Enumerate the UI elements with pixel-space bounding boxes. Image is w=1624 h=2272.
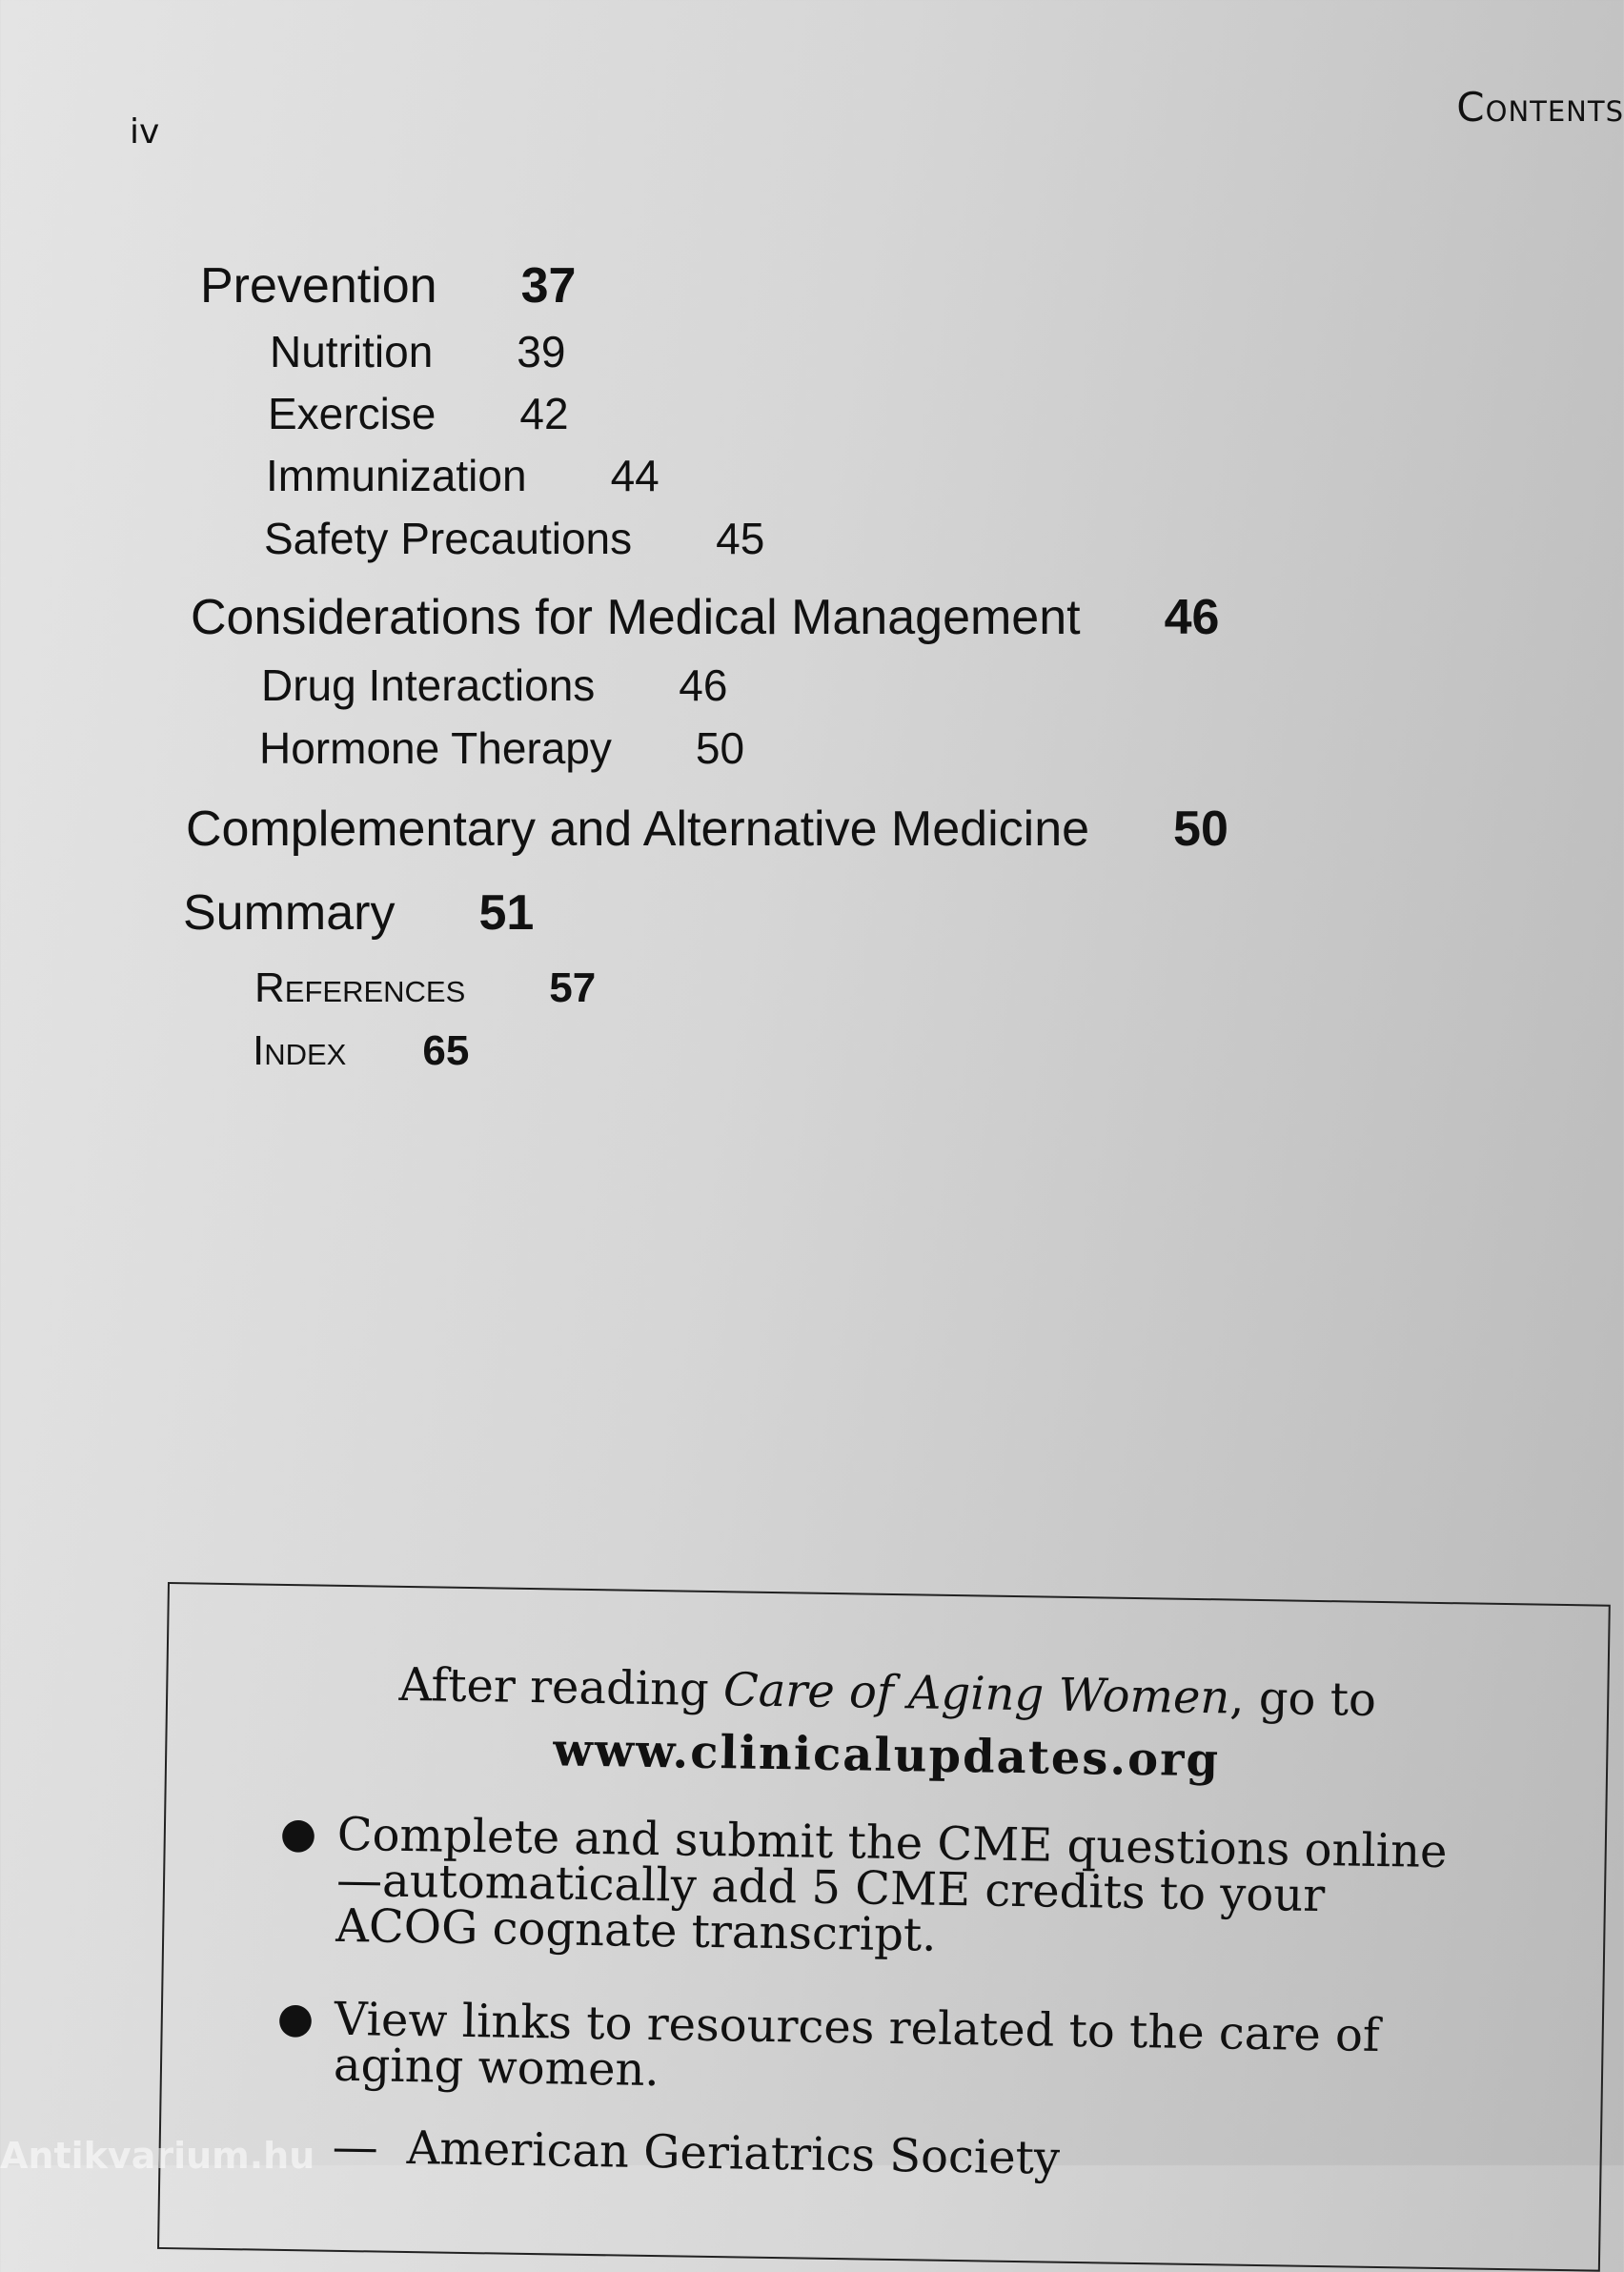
toc-entry-page: 46 xyxy=(1164,590,1220,645)
cme-book-title: Care of Aging Women xyxy=(722,1663,1230,1725)
toc-entry-page: 65 xyxy=(422,1027,470,1074)
toc-entry-references xyxy=(254,964,596,1012)
toc-entry-page: 46 xyxy=(679,660,728,710)
cme-intro-prefix: After reading xyxy=(398,1657,724,1717)
toc-entry-safety-precautions xyxy=(264,513,764,564)
toc-entry-page: 39 xyxy=(517,327,566,376)
toc-entry-prevention xyxy=(200,257,576,314)
toc-entry-page: 50 xyxy=(695,723,745,773)
toc-entry-index xyxy=(253,1027,469,1075)
cme-intro-suffix: , go to xyxy=(1228,1671,1377,1727)
toc-entry-page: 42 xyxy=(519,389,569,438)
watermark: Antikvarium.hu xyxy=(0,2135,315,2177)
bullet-text: View links to resources related to the care of aging women. xyxy=(333,1992,1381,2098)
cme-sub-item xyxy=(332,2120,1060,2185)
toc-entry-label: Exercise xyxy=(268,389,436,438)
toc-entry-nutrition xyxy=(270,326,565,377)
toc-entry-immunization xyxy=(266,450,660,501)
toc-entry-label: Safety Precautions xyxy=(264,514,633,563)
dash-icon: — xyxy=(332,2120,379,2175)
toc-entry-summary xyxy=(183,884,534,942)
cme-info-box xyxy=(157,1582,1611,2272)
page-number: iv xyxy=(130,112,160,152)
cme-url[interactable]: www.clinicalupdates.org xyxy=(552,1723,1221,1788)
toc-entry-page: 51 xyxy=(478,885,535,941)
toc-entry-drug-interactions xyxy=(261,659,727,711)
bullet-icon: ● xyxy=(279,1808,317,1858)
cme-bullet-view-links xyxy=(276,1992,1478,2106)
toc-entry-hormone-therapy xyxy=(259,722,744,774)
toc-entry-label: Nutrition xyxy=(270,327,434,376)
toc-entry-label: Hormone Therapy xyxy=(259,723,612,773)
toc-entry-label: Immunization xyxy=(266,451,527,500)
toc-entry-page: 44 xyxy=(610,451,660,500)
running-head: Contents xyxy=(1456,84,1624,131)
toc-entry-page: 57 xyxy=(549,964,597,1011)
toc-entry-label: Index xyxy=(253,1027,347,1074)
toc-entry-label: Drug Interactions xyxy=(261,660,596,710)
toc-entry-medical-management xyxy=(191,589,1219,646)
toc-entry-label: Considerations for Medical Management xyxy=(191,590,1081,645)
toc-entry-label: Complementary and Alternative Medicine xyxy=(186,801,1090,857)
bullet-icon: ● xyxy=(276,1993,315,2043)
toc-entry-page: 50 xyxy=(1173,801,1228,857)
cme-bullet-complete-questions xyxy=(278,1807,1481,1967)
toc-entry-label: References xyxy=(254,964,466,1011)
toc-entry-exercise xyxy=(268,388,569,439)
toc-entry-page: 37 xyxy=(520,258,577,314)
toc-entry-complementary-medicine xyxy=(186,801,1228,858)
toc-entry-label: Summary xyxy=(183,885,396,941)
sub-item-text: American Geriatrics Society xyxy=(406,2121,1061,2185)
bullet-text: Complete and submit the CME questions online—automatically add 5 CME credits to your ACOG cognate transcript. xyxy=(335,1807,1448,1962)
toc-entry-label: Prevention xyxy=(200,258,437,314)
toc-entry-page: 45 xyxy=(716,514,765,563)
